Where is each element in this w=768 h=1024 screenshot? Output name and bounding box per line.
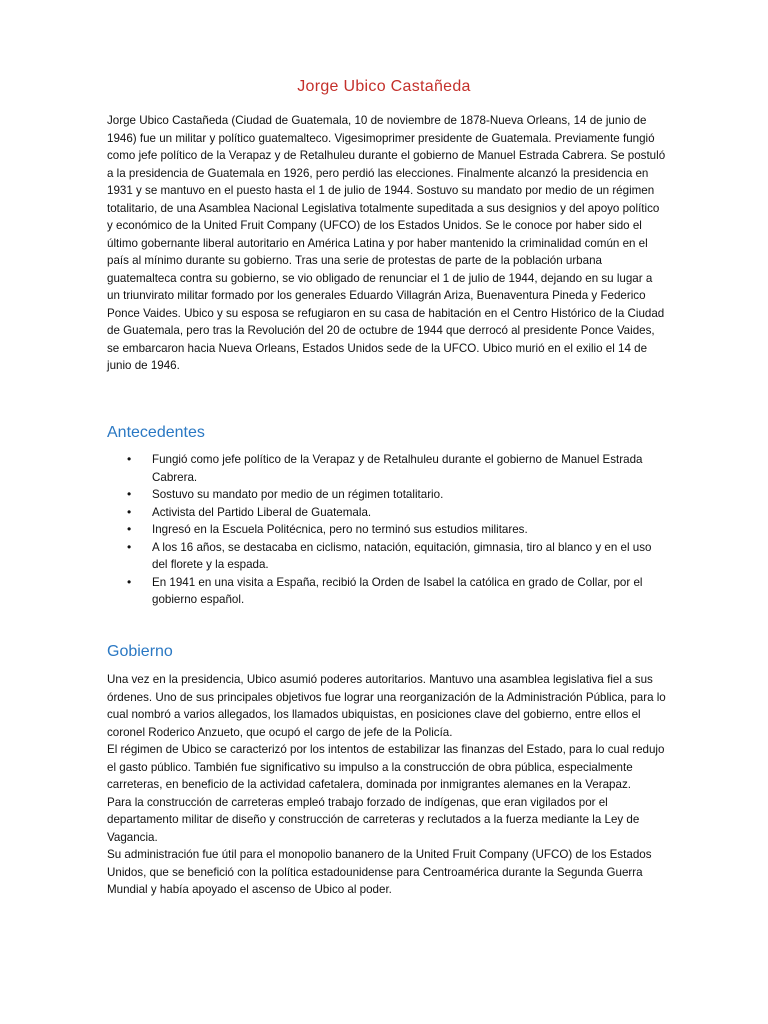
list-item-text: Activista del Partido Liberal de Guatemala. bbox=[152, 505, 372, 519]
gobierno-paragraph: El régimen de Ubico se caracterizó por los intentos de estabilizar las finanzas del Estado, para lo cual redujo el gasto público. También fue significativo su impulso a la construcción de obra pública, especialmente carreteras, en beneficio de la actividad cafetalera, dominada por inmigrantes alemanes en la Verapaz. bbox=[107, 743, 665, 791]
list-item bbox=[107, 451, 667, 486]
section-heading-antecedentes: Antecedentes bbox=[107, 424, 205, 441]
bullet-icon: • bbox=[127, 522, 132, 536]
list-item bbox=[107, 486, 667, 504]
bullet-icon: • bbox=[127, 574, 132, 589]
bullet-icon: • bbox=[127, 487, 132, 501]
gobierno-paragraph: Una vez en la presidencia, Ubico asumió poderes autoritarios. Mantuvo una asamblea legislativa fiel a sus órdenes. Uno de sus principales objetivos fue lograr una reorganización de la Administración Pública, para lo cual nombró a varios allegados, los llamados ubiquistas, en posiciones clave del gobierno, entre ellos el coronel Roderico Anzueto, que ocupó el cargo de jefe de la Policía. bbox=[107, 673, 666, 739]
gobierno-paragraph: Para la construcción de carreteras empleó trabajo forzado de indígenas, que eran vigilados por el departamento militar de diseño y construcción de carreteras y reclutados a la fuerza mediante la Ley de Vagancia. bbox=[107, 795, 640, 844]
intro-paragraph: Jorge Ubico Castañeda (Ciudad de Guatemala, 10 de noviembre de 1878-Nueva Orleans, 14 de junio de 1946) fue un militar y político guatemalteco. Vigesimoprimer presidente de Guatemala. Previamente fungió como jefe político de la Verapaz y de Retalhuleu durante el gobierno de Manuel Estrada Cabrera. Se postuló a la presidencia de Guatemala en 1926, pero perdió las elecciones. Finalmente alcanzó la presidencia en 1931 y se mantuvo en el puesto hasta el 1 de julio de 1944. Sostuvo su mandato por medio de un régimen totalitario, de una Asamblea Nacional Legislativa totalmente supeditada a sus designios y del apoyo político y económico de la United Fruit Company (UFCO) de los Estados Unidos. Se le conoce por haber sido el último gobernante liberal autoritario en América Latina y por haber mantenido la criminalidad común en el país al mínimo durante su gobierno. Tras una serie de protestas de parte de la población urbana guatemalteca contra su gobierno, se vio obligado de renunciar el 1 de julio de 1944, dejando en su lugar a un triunvirato militar formado por los generales Eduardo Villagrán Ariza, Buenaventura Pineda y Federico Ponce Vaides. Ubico y su esposa se refugiaron en su casa de habitación en el Centro Histórico de la Ciudad de Guatemala, pero tras la Revolución del 20 de octubre de 1944 que derrocó al presidente Ponce Vaides, se embarcaron hacia Nueva Orleans, Estados Unidos sede de la UFCO. Ubico murió en el exilio el 14 de junio de 1946. bbox=[107, 114, 666, 372]
list-item-text: Fungió como jefe político de la Verapaz y de Retalhuleu durante el gobierno de Manuel Estrada Cabrera. bbox=[152, 453, 643, 484]
section-heading-gobierno: Gobierno bbox=[107, 643, 173, 660]
bullet-icon: • bbox=[127, 452, 132, 466]
list-item-text: Ingresó en la Escuela Politécnica, pero no terminó sus estudios militares. bbox=[152, 523, 528, 536]
list-item bbox=[107, 521, 667, 539]
gobierno-paragraph: Su administración fue útil para el monopolio bananero de la United Fruit Company (UFCO) de los Estados Unidos, que se benefició con la política estadounidense para Centroamérica durante la Segunda Guerra Mundial y había apoyado el ascenso de Ubico al poder. bbox=[107, 848, 652, 896]
bullet-icon: • bbox=[127, 504, 132, 519]
antecedentes-list bbox=[107, 451, 667, 609]
list-item-text: En 1941 en una visita a España, recibió la Orden de Isabel la católica en grado de Collar, por el gobierno español. bbox=[152, 575, 643, 606]
list-item-text: Sostuvo su mandato por medio de un régimen totalitario. bbox=[152, 488, 444, 501]
list-item bbox=[107, 504, 667, 522]
list-item bbox=[107, 574, 667, 609]
gobierno-section bbox=[107, 671, 667, 899]
page-title: Jorge Ubico Castañeda bbox=[297, 78, 471, 95]
list-item-text: A los 16 años, se destacaba en ciclismo, natación, equitación, gimnasia, tiro al blanco y en el uso del florete y la espada. bbox=[152, 540, 652, 571]
bullet-icon: • bbox=[127, 539, 132, 554]
list-item bbox=[107, 539, 667, 574]
